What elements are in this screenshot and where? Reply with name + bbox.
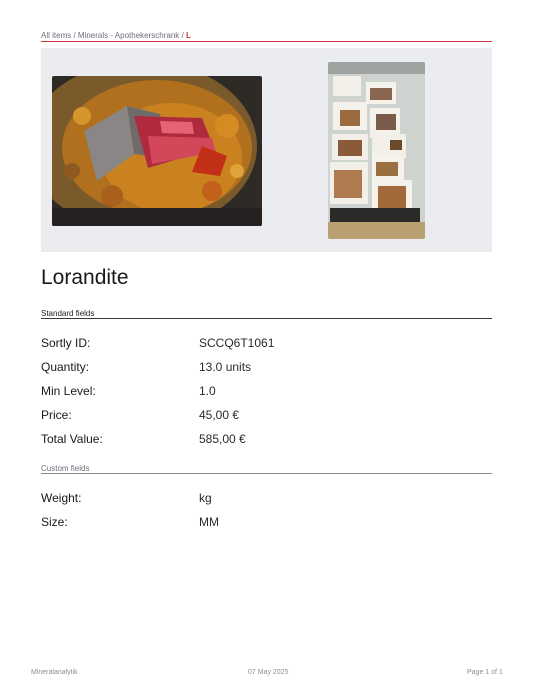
field-value: 13.0 units: [199, 360, 252, 374]
footer-date: 07 May 2025: [248, 669, 289, 676]
field-min-level: [41, 384, 492, 400]
field-label: Min Level:: [41, 384, 96, 398]
breadcrumb-path[interactable]: All items / Minerals - Apothekerschrank /: [41, 31, 186, 40]
field-label: Total Value:: [41, 432, 103, 446]
field-label: Size:: [41, 515, 68, 529]
field-label: Price:: [41, 408, 72, 422]
breadcrumb: [41, 31, 191, 40]
field-quantity: [41, 360, 492, 376]
custom-fields-divider: [41, 473, 492, 474]
field-value: SCCQ6T1061: [199, 336, 275, 350]
field-size: [41, 515, 492, 531]
field-label: Weight:: [41, 491, 82, 505]
footer-page-number: Page 1 of 1: [467, 669, 503, 676]
breadcrumb-divider: [41, 41, 492, 42]
standard-fields-divider: [41, 318, 492, 319]
field-sortly-id: [41, 336, 492, 352]
custom-fields-label: Custom fields: [41, 464, 90, 473]
field-total-value: [41, 432, 492, 448]
mineral-closeup-photo[interactable]: [52, 76, 262, 226]
field-value: 45,00 €: [199, 408, 240, 422]
field-value: kg: [199, 491, 212, 505]
photo-panel: [41, 48, 492, 252]
standard-fields-label: Standard fields: [41, 309, 95, 318]
field-weight: [41, 491, 492, 507]
item-title: Lorandite: [41, 266, 129, 289]
field-value: 585,00 €: [199, 432, 246, 446]
footer-company: Mineralanalytik: [31, 669, 78, 676]
field-label: Sortly ID:: [41, 336, 91, 350]
breadcrumb-current: L: [185, 31, 191, 40]
specimen-drawer-photo[interactable]: [328, 62, 425, 239]
field-value: MM: [199, 515, 219, 529]
field-value: 1.0: [199, 384, 216, 398]
field-label: Quantity:: [41, 360, 90, 374]
field-price: [41, 408, 492, 424]
